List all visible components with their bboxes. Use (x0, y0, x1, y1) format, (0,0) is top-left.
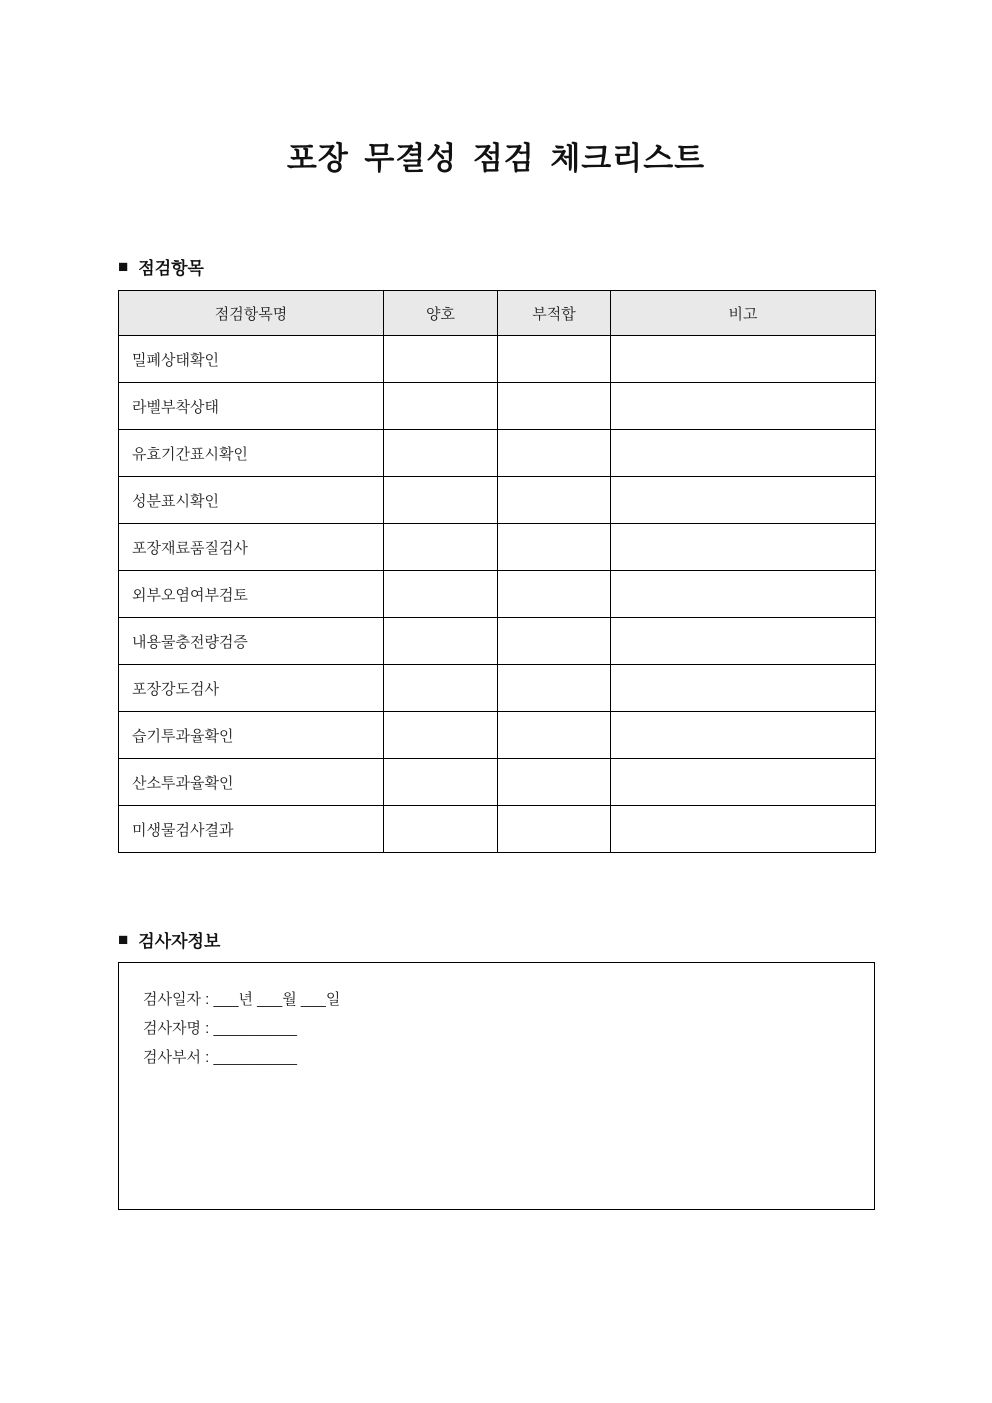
fail-cell (498, 712, 611, 759)
remarks-cell (611, 571, 876, 618)
item-label-cell: 라벨부착상태 (119, 383, 384, 430)
header-remarks: 비고 (611, 291, 876, 336)
table-row (119, 336, 876, 383)
fail-cell (498, 524, 611, 571)
inspector-info-box (118, 962, 875, 1210)
table-row (119, 524, 876, 571)
fail-cell (498, 759, 611, 806)
good-cell (384, 712, 498, 759)
table-row (119, 665, 876, 712)
inspector-name-field: 검사자명 : __________ (143, 1020, 297, 1037)
item-label-cell: 외부오염여부검토 (119, 571, 384, 618)
header-item-name: 점검항목명 (119, 291, 384, 336)
table-row (119, 712, 876, 759)
square-bullet-icon: ■ (118, 930, 129, 949)
table-header-row (119, 291, 876, 336)
good-cell (384, 806, 498, 853)
item-label-cell: 포장강도검사 (119, 665, 384, 712)
fail-cell (498, 806, 611, 853)
fail-cell (498, 383, 611, 430)
remarks-cell (611, 430, 876, 477)
fail-cell (498, 665, 611, 712)
table-row (119, 571, 876, 618)
square-bullet-icon: ■ (118, 257, 129, 276)
remarks-cell (611, 383, 876, 430)
item-label-cell: 성분표시확인 (119, 477, 384, 524)
table-row (119, 759, 876, 806)
item-label-cell: 미생물검사결과 (119, 806, 384, 853)
item-label-cell: 내용물충전량검증 (119, 618, 384, 665)
checklist-table (118, 290, 876, 853)
inspection-date-field: 검사일자 : ___년 ___월 ___일 (143, 991, 341, 1008)
remarks-cell (611, 665, 876, 712)
table-row (119, 383, 876, 430)
good-cell (384, 665, 498, 712)
remarks-cell (611, 336, 876, 383)
header-fail: 부적합 (498, 291, 611, 336)
item-label-cell: 습기투과율확인 (119, 712, 384, 759)
section-heading-label: 점검항목 (138, 259, 204, 278)
table-row (119, 477, 876, 524)
section-heading-checklist (118, 254, 204, 279)
good-cell (384, 524, 498, 571)
inspector-department-field: 검사부서 : __________ (143, 1049, 297, 1066)
remarks-cell (611, 618, 876, 665)
fail-cell (498, 571, 611, 618)
good-cell (384, 477, 498, 524)
page-title: 포장 무결성 점검 체크리스트 (286, 141, 706, 176)
item-label-cell: 포장재료품질검사 (119, 524, 384, 571)
item-label-cell: 밀폐상태확인 (119, 336, 384, 383)
table-row (119, 806, 876, 853)
remarks-cell (611, 806, 876, 853)
remarks-cell (611, 712, 876, 759)
good-cell (384, 618, 498, 665)
fail-cell (498, 618, 611, 665)
item-label-cell: 유효기간표시확인 (119, 430, 384, 477)
section-heading-label: 검사자정보 (138, 932, 221, 951)
fail-cell (498, 477, 611, 524)
remarks-cell (611, 477, 876, 524)
good-cell (384, 383, 498, 430)
table-row (119, 618, 876, 665)
item-label-cell: 산소투과율확인 (119, 759, 384, 806)
fail-cell (498, 430, 611, 477)
remarks-cell (611, 759, 876, 806)
good-cell (384, 571, 498, 618)
good-cell (384, 336, 498, 383)
table-row (119, 430, 876, 477)
remarks-cell (611, 524, 876, 571)
good-cell (384, 759, 498, 806)
good-cell (384, 430, 498, 477)
header-good: 양호 (384, 291, 498, 336)
section-heading-inspector (118, 927, 220, 952)
fail-cell (498, 336, 611, 383)
